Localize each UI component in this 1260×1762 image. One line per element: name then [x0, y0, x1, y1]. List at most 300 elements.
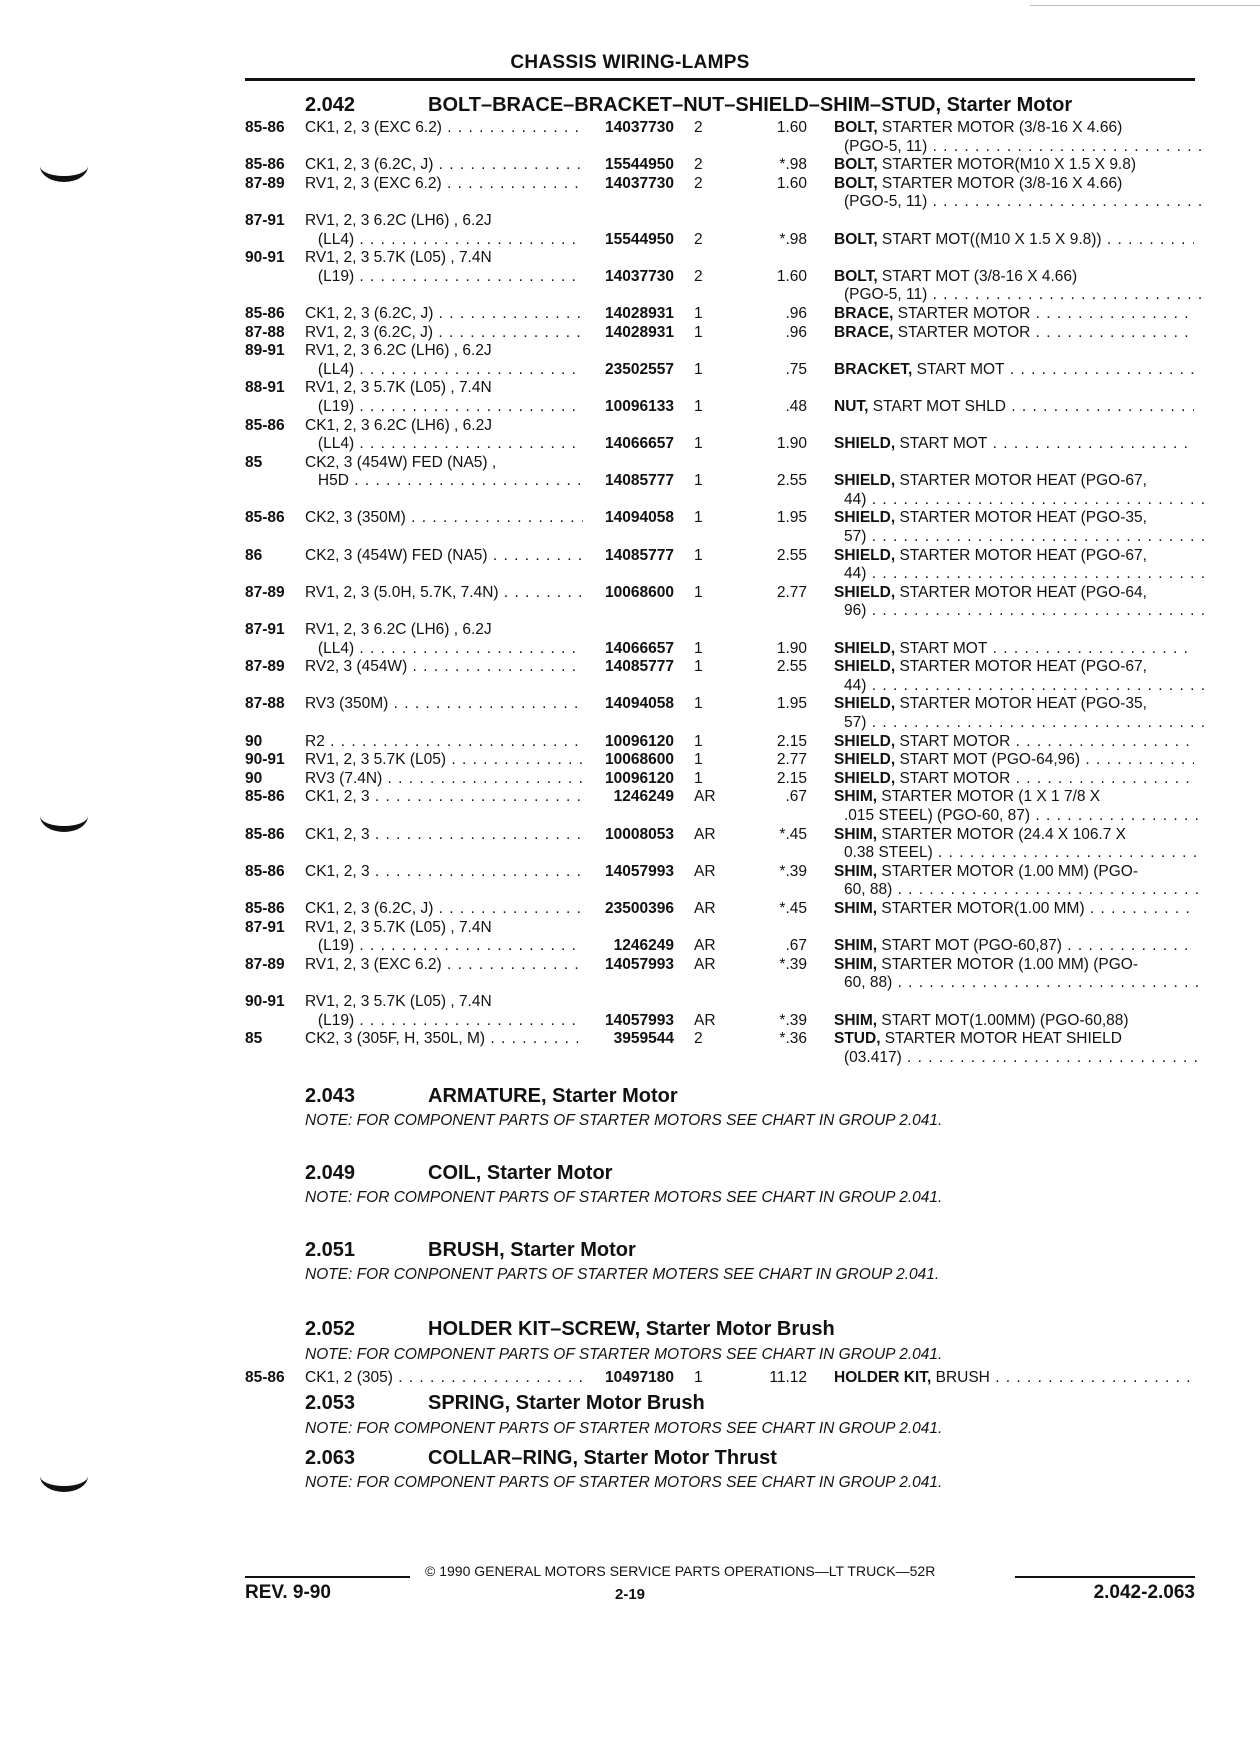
part-description	[834, 863, 1194, 882]
model-year: 85	[245, 1030, 263, 1048]
table-row	[0, 435, 1260, 454]
quantity: 1	[694, 639, 703, 657]
part-detail: STARTER MOTOR HEAT (PGO-35,	[895, 509, 1147, 527]
model-year: 85-86	[245, 788, 285, 806]
part-description	[834, 807, 1204, 826]
model-year: 90	[245, 769, 263, 787]
table-row	[0, 621, 1260, 640]
section-title: ARMATURE, Starter Motor	[428, 1085, 678, 1107]
price: 1.60	[776, 267, 807, 285]
price: .67	[785, 937, 807, 955]
table-row	[0, 919, 1260, 938]
quantity: 1	[694, 435, 703, 453]
part-description	[834, 231, 1194, 250]
part-number: 14085777	[605, 658, 674, 676]
quantity: AR	[694, 825, 716, 843]
part-number: 14037730	[605, 267, 674, 285]
model-application: CK1, 2, 3 . . .	[305, 863, 583, 882]
table-row	[0, 881, 1260, 900]
binder-hole-mark	[40, 1460, 88, 1492]
part-name: SHIELD,	[834, 472, 896, 490]
price: *.45	[779, 899, 807, 917]
model-application: CK2, 3 (350M) . . .	[305, 509, 583, 528]
section-title: COLLAR–RING, Starter Motor Thrust	[428, 1447, 777, 1469]
section-note: NOTE: FOR COMPONENT PARTS OF STARTER MOTORS SEE CHART IN GROUP 2.041.	[305, 1189, 943, 1206]
copyright-notice: © 1990 GENERAL MOTORS SERVICE PARTS OPERATIONS—LT TRUCK—52R	[425, 1563, 936, 1579]
part-name: SHIELD,	[834, 658, 896, 676]
part-number: 10096120	[605, 732, 674, 750]
part-detail: START MOT((M10 X 1.5 X 9.8))	[877, 230, 1102, 248]
part-name: SHIM,	[834, 899, 878, 917]
part-description	[834, 1012, 1194, 1031]
part-number: 14066657	[605, 435, 674, 453]
quantity: 1	[694, 360, 703, 378]
price: 2.77	[776, 751, 807, 769]
model-year: 89-91	[245, 342, 285, 360]
quantity: AR	[694, 937, 716, 955]
table-row	[0, 900, 1260, 919]
part-detail: STARTER MOTOR HEAT (PGO-67,	[895, 472, 1147, 490]
part-name: SHIM,	[834, 1011, 878, 1029]
table-row	[0, 602, 1260, 621]
part-detail: (PGO-5, 11)	[844, 193, 928, 211]
part-description	[834, 974, 1204, 993]
model-application: CK1, 2 (305) . . .	[305, 1368, 583, 1387]
quantity: 1	[694, 1369, 703, 1386]
table-row	[0, 249, 1260, 268]
part-name: SHIELD,	[834, 435, 896, 453]
quantity: AR	[694, 899, 716, 917]
part-detail: 60, 88)	[844, 974, 893, 992]
table-row	[0, 788, 1260, 807]
section-number: 2.049	[305, 1162, 356, 1184]
price: *.39	[779, 862, 807, 880]
footer-rule	[1015, 1576, 1195, 1578]
model-application: CK1, 2, 3 . . .	[305, 788, 583, 807]
part-description	[834, 398, 1194, 417]
price: .96	[785, 323, 807, 341]
part-detail: BRUSH	[931, 1369, 990, 1386]
part-number: 14094058	[605, 695, 674, 713]
table-row	[0, 733, 1260, 752]
quantity: 2	[694, 174, 703, 192]
price: 11.12	[769, 1369, 807, 1386]
table-row	[0, 417, 1260, 436]
part-number: 14057993	[605, 862, 674, 880]
price: 2.15	[776, 769, 807, 787]
model-application: RV1, 2, 3 6.2C (LH6) , 6.2J	[305, 211, 492, 229]
price: *.98	[779, 156, 807, 174]
parts-table	[0, 119, 1260, 1067]
section-number: 2.063	[305, 1447, 356, 1469]
part-description	[834, 119, 1194, 138]
quantity: 1	[694, 304, 703, 322]
table-row	[0, 361, 1260, 380]
part-description	[834, 565, 1204, 584]
model-application: CK1, 2, 3 (6.2C, J) . . .	[305, 305, 583, 324]
part-description	[834, 491, 1204, 510]
model-application: RV2, 3 (454W) . . .	[305, 658, 583, 677]
section-note: NOTE: FOR COMPONENT PARTS OF STARTER MOTORS SEE CHART IN GROUP 2.041.	[305, 1112, 943, 1129]
part-description	[834, 900, 1194, 919]
table-row	[0, 509, 1260, 528]
model-application: CK1, 2, 3 . . .	[305, 826, 583, 845]
part-description	[834, 733, 1194, 752]
section-number: 2.053	[305, 1392, 356, 1414]
model-year: 85-86	[245, 156, 285, 174]
table-row	[0, 286, 1260, 305]
model-application: R2 . . .	[305, 733, 583, 752]
table-row	[0, 342, 1260, 361]
part-name: SHIM,	[834, 825, 878, 843]
model-application: CK1, 2, 3 6.2C (LH6) , 6.2J	[305, 416, 492, 434]
table-row	[0, 751, 1260, 770]
table-row	[0, 863, 1260, 882]
quantity: 1	[694, 732, 703, 750]
quantity: 2	[694, 156, 703, 174]
table-row	[0, 974, 1260, 993]
table-row	[0, 1012, 1260, 1031]
part-detail: STARTER MOTOR HEAT (PGO-67,	[895, 546, 1147, 564]
part-detail: START MOTOR	[895, 769, 1011, 787]
part-name: BRACE,	[834, 304, 894, 322]
price: *.98	[779, 230, 807, 248]
part-description	[834, 956, 1194, 975]
table-row	[0, 138, 1260, 157]
table-row	[0, 231, 1260, 250]
table-row	[0, 844, 1260, 863]
quantity: 1	[694, 751, 703, 769]
price: 1.95	[776, 695, 807, 713]
table-row	[0, 658, 1260, 677]
part-name: SHIM,	[834, 862, 878, 880]
part-number: 10008053	[605, 825, 674, 843]
part-number: 14085777	[605, 472, 674, 490]
section-heading-2051	[305, 1239, 636, 1262]
model-year: 90	[245, 732, 263, 750]
table-row	[0, 956, 1260, 975]
quantity: AR	[694, 788, 716, 806]
model-year: 85-86	[245, 825, 285, 843]
model-year: 85-86	[245, 509, 285, 527]
part-number: 14057993	[605, 955, 674, 973]
part-number: 14057993	[605, 1011, 674, 1029]
part-detail: STARTER MOTOR (3/8-16 X 4.66)	[877, 119, 1123, 136]
part-detail: (03.417)	[844, 1048, 902, 1066]
part-detail: START MOT	[895, 639, 988, 657]
section-title: SPRING, Starter Motor Brush	[428, 1392, 705, 1414]
part-detail: 60, 88)	[844, 881, 893, 899]
part-description	[834, 472, 1194, 491]
price: 2.15	[776, 732, 807, 750]
section-note: NOTE: FOR CONPONENT PARTS OF STARTER MOTERS SEE CHART IN GROUP 2.041.	[305, 1266, 940, 1283]
price: .96	[785, 304, 807, 322]
part-name: BOLT,	[834, 174, 878, 192]
part-description	[834, 658, 1194, 677]
part-detail: START MOT (PGO-60,87)	[877, 937, 1062, 955]
part-detail: STARTER MOTOR HEAT SHIELD	[880, 1030, 1122, 1048]
part-name: STUD,	[834, 1030, 881, 1048]
table-row	[0, 565, 1260, 584]
quantity: AR	[694, 1011, 716, 1029]
quantity: 2	[694, 119, 703, 136]
section-note: NOTE: FOR COMPONENT PARTS OF STARTER MOTORS SEE CHART IN GROUP 2.041.	[305, 1420, 943, 1437]
model-application: CK2, 3 (305F, H, 350L, M) . . .	[305, 1030, 583, 1049]
part-detail: STARTER MOTOR	[893, 304, 1031, 322]
section-heading-2049	[305, 1162, 612, 1185]
part-description	[834, 361, 1194, 380]
part-name: SHIELD,	[834, 546, 896, 564]
table-row	[0, 156, 1260, 175]
part-description	[834, 770, 1194, 789]
section-title: COIL, Starter Motor	[428, 1162, 613, 1184]
scan-mark	[1030, 5, 1260, 6]
model-year: 86	[245, 546, 263, 564]
model-application: (L19) . . .	[305, 268, 583, 287]
section-heading-2053	[305, 1392, 705, 1415]
quantity: 2	[694, 230, 703, 248]
part-name: BRACE,	[834, 323, 894, 341]
section-title: BOLT–BRACE–BRACKET–NUT–SHIELD–SHIM–STUD, Starter Motor	[428, 94, 1073, 116]
section-title: BRUSH, Starter Motor	[428, 1239, 636, 1261]
table-row	[0, 1030, 1260, 1049]
part-description	[834, 193, 1204, 212]
part-detail: .015 STEEL) (PGO-60, 87)	[844, 806, 1031, 824]
part-description	[834, 640, 1194, 659]
header-rule	[245, 78, 1195, 81]
part-detail: STARTER MOTOR (3/8-16 X 4.66)	[877, 174, 1123, 192]
model-application: RV3 (7.4N) . . .	[305, 770, 583, 789]
part-description	[834, 602, 1204, 621]
part-number: 14037730	[605, 119, 674, 136]
part-description	[834, 156, 1194, 175]
table-row	[0, 1368, 1260, 1387]
quantity: AR	[694, 862, 716, 880]
model-application: RV1, 2, 3 5.7K (L05) , 7.4N	[305, 249, 492, 267]
model-year: 90-91	[245, 249, 285, 267]
part-number: 14028931	[605, 304, 674, 322]
model-year: 85-86	[245, 416, 285, 434]
model-application: (LL4) . . .	[305, 435, 583, 454]
quantity: 1	[694, 397, 703, 415]
part-description	[834, 175, 1194, 194]
model-application: RV3 (350M) . . .	[305, 695, 583, 714]
table-row	[0, 175, 1260, 194]
model-application: RV1, 2, 3 5.7K (L05) , 7.4N	[305, 379, 492, 397]
table-row	[0, 305, 1260, 324]
section-number: 2.042	[305, 94, 356, 116]
table-row	[0, 1049, 1260, 1068]
model-year: 87-91	[245, 918, 285, 936]
model-year: 85-86	[245, 862, 285, 880]
model-application: (L19) . . .	[305, 937, 583, 956]
part-number: 14037730	[605, 174, 674, 192]
part-detail: STARTER MOTOR (1.00 MM) (PGO-	[877, 955, 1138, 973]
part-name: SHIM,	[834, 937, 878, 955]
model-year: 90-91	[245, 992, 285, 1010]
model-application: RV1, 2, 3 5.7K (L05) , 7.4N	[305, 992, 492, 1010]
part-number: 10497180	[605, 1369, 674, 1386]
model-year: 87-89	[245, 174, 285, 192]
price: 1.60	[776, 174, 807, 192]
part-description	[834, 1368, 1194, 1387]
part-detail: START MOT(1.00MM) (PGO-60,88)	[877, 1011, 1129, 1029]
price: 1.60	[776, 119, 807, 136]
part-name: SHIELD,	[834, 751, 896, 769]
model-application: (LL4) . . .	[305, 361, 583, 380]
price: .75	[785, 360, 807, 378]
section-title: HOLDER KIT–SCREW, Starter Motor Brush	[428, 1318, 835, 1340]
model-application: RV1, 2, 3 5.7K (L05) . . .	[305, 751, 583, 770]
price: 1.90	[776, 639, 807, 657]
part-name: BRACKET,	[834, 360, 913, 378]
model-year: 87-88	[245, 323, 285, 341]
model-application: (LL4) . . .	[305, 640, 583, 659]
group-range: 2.042-2.063	[1093, 1582, 1195, 1603]
part-description	[834, 435, 1194, 454]
part-description	[834, 695, 1194, 714]
part-description	[834, 677, 1204, 696]
part-detail: START MOT	[895, 435, 988, 453]
part-name: SHIELD,	[834, 695, 896, 713]
table-row	[0, 454, 1260, 473]
model-year: 88-91	[245, 379, 285, 397]
table-row	[0, 807, 1260, 826]
part-description	[834, 937, 1194, 956]
part-number: 14085777	[605, 546, 674, 564]
model-application: H5D . . .	[305, 472, 583, 491]
quantity: 1	[694, 472, 703, 490]
price: 2.55	[776, 658, 807, 676]
part-name: SHIELD,	[834, 769, 896, 787]
part-detail: 44)	[844, 565, 867, 583]
part-name: NUT,	[834, 397, 869, 415]
part-description	[834, 268, 1194, 287]
model-year: 87-91	[245, 211, 285, 229]
table-row	[0, 119, 1260, 138]
part-name: SHIELD,	[834, 639, 896, 657]
model-application: RV1, 2, 3 (5.0H, 5.7K, 7.4N) . . .	[305, 584, 583, 603]
model-application: CK2, 3 (454W) FED (NA5) ,	[305, 453, 497, 471]
price: *.36	[779, 1030, 807, 1048]
part-description	[834, 1049, 1204, 1068]
part-name: SHIELD,	[834, 583, 896, 601]
model-application: (L19) . . .	[305, 1012, 583, 1031]
quantity: AR	[694, 955, 716, 973]
model-application: (LL4) . . .	[305, 231, 583, 250]
part-number: 3959544	[613, 1030, 674, 1048]
part-description	[834, 1030, 1194, 1049]
price: *.45	[779, 825, 807, 843]
part-detail: START MOT (PGO-64,96)	[895, 751, 1081, 769]
part-detail: STARTER MOTOR (1 X 1 7/8 X	[877, 788, 1101, 806]
model-application: RV1, 2, 3 6.2C (LH6) , 6.2J	[305, 621, 492, 639]
model-year: 87-91	[245, 621, 285, 639]
table-row	[0, 491, 1260, 510]
part-detail: STARTER MOTOR	[893, 323, 1031, 341]
model-application: RV1, 2, 3 6.2C (LH6) , 6.2J	[305, 342, 492, 360]
model-year: 85-86	[245, 899, 285, 917]
part-detail: (PGO-5, 11)	[844, 286, 928, 304]
section-heading-2052	[305, 1318, 835, 1341]
table-row	[0, 677, 1260, 696]
part-description	[834, 584, 1194, 603]
model-year: 90-91	[245, 751, 285, 769]
part-detail: 57)	[844, 714, 867, 731]
part-description	[834, 751, 1194, 770]
table-row	[0, 770, 1260, 789]
part-description	[834, 138, 1204, 157]
part-number: 10068600	[605, 751, 674, 769]
part-detail: STARTER MOTOR (24.4 X 106.7 X	[877, 825, 1127, 843]
part-number: 23502557	[605, 360, 674, 378]
part-number: 14094058	[605, 509, 674, 527]
quantity: 1	[694, 583, 703, 601]
part-detail: START MOTOR	[895, 732, 1011, 750]
part-name: SHIELD,	[834, 509, 896, 527]
model-application: RV1, 2, 3 (6.2C, J) . . .	[305, 324, 583, 343]
part-detail: START MOT (3/8-16 X 4.66)	[877, 267, 1078, 285]
model-year: 85-86	[245, 1369, 285, 1386]
section-number: 2.051	[305, 1239, 356, 1261]
part-detail: 44)	[844, 676, 867, 694]
price: 1.90	[776, 435, 807, 453]
model-application: RV1, 2, 3 (EXC 6.2) . . .	[305, 175, 583, 194]
part-number: 10068600	[605, 583, 674, 601]
part-detail: START MOT	[912, 360, 1005, 378]
quantity: 1	[694, 769, 703, 787]
quantity: 1	[694, 509, 703, 527]
model-year: 85-86	[245, 304, 285, 322]
part-detail: START MOT SHLD	[868, 397, 1006, 415]
part-description	[834, 286, 1204, 305]
table-row	[0, 695, 1260, 714]
part-detail: STARTER MOTOR(1.00 MM)	[877, 899, 1085, 917]
table-row	[0, 379, 1260, 398]
quantity: 1	[694, 695, 703, 713]
price: .48	[785, 397, 807, 415]
section-heading-2063	[305, 1447, 777, 1470]
part-detail: STARTER MOTOR(M10 X 1.5 X 9.8)	[877, 156, 1137, 174]
part-description	[834, 714, 1204, 733]
part-number: 10096120	[605, 769, 674, 787]
price: .67	[785, 788, 807, 806]
quantity: 2	[694, 1030, 703, 1048]
table-row	[0, 472, 1260, 491]
part-detail: 44)	[844, 490, 867, 508]
table-row	[0, 826, 1260, 845]
section-note: NOTE: FOR COMPONENT PARTS OF STARTER MOTORS SEE CHART IN GROUP 2.041.	[305, 1346, 943, 1363]
part-number: 1246249	[613, 937, 674, 955]
part-name: SHIELD,	[834, 732, 896, 750]
price: 2.55	[776, 546, 807, 564]
section-number: 2.052	[305, 1318, 356, 1340]
part-name: BOLT,	[834, 267, 878, 285]
part-name: BOLT,	[834, 119, 878, 136]
part-description	[834, 881, 1204, 900]
part-name: HOLDER KIT,	[834, 1369, 932, 1386]
part-name: SHIM,	[834, 788, 878, 806]
model-year: 87-89	[245, 583, 285, 601]
part-description	[834, 547, 1194, 566]
part-number: 15544950	[605, 230, 674, 248]
table-row	[0, 398, 1260, 417]
table-row	[0, 268, 1260, 287]
table-row	[0, 528, 1260, 547]
part-name: BOLT,	[834, 230, 878, 248]
price: *.39	[779, 955, 807, 973]
model-application: RV1, 2, 3 (EXC 6.2) . . .	[305, 956, 583, 975]
